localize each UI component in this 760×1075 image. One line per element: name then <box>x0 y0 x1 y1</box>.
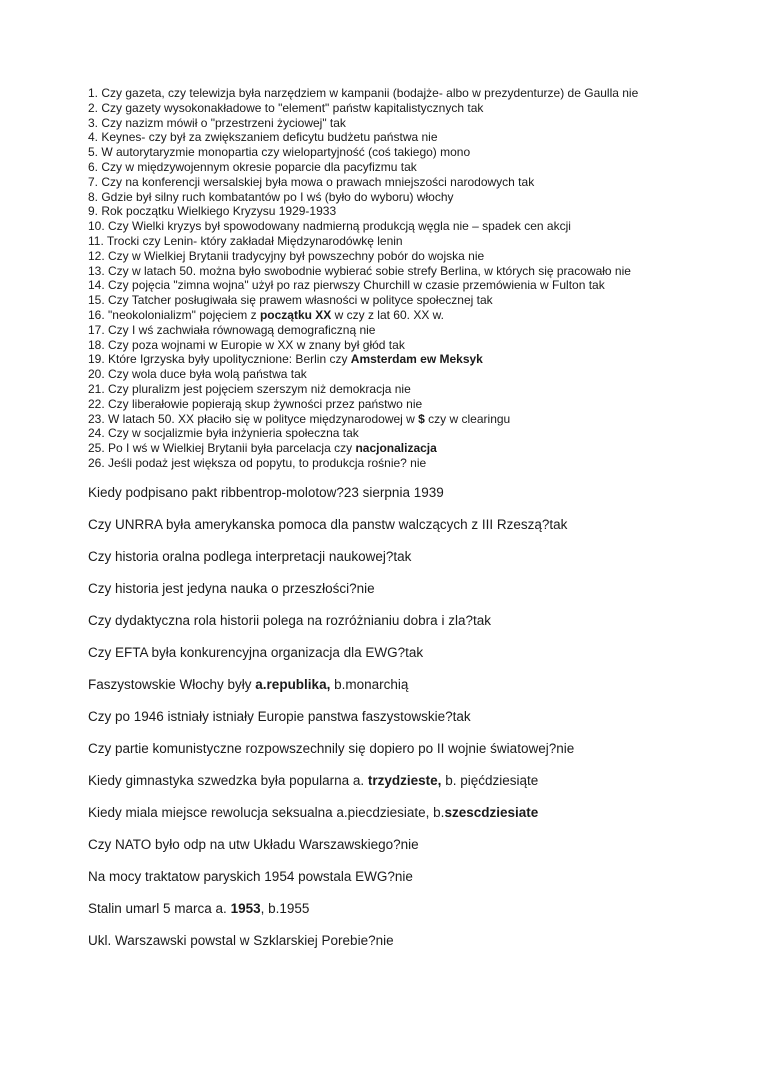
list-item <box>88 145 688 160</box>
text-run: 25. Po I wś w Wielkiej Brytanii była parcelacja czy <box>88 441 356 456</box>
list-item <box>88 116 688 131</box>
list-item <box>88 234 688 249</box>
text-run: 20. Czy wola duce była wolą państwa tak <box>88 367 307 382</box>
text-run: $ <box>418 411 425 426</box>
text-run: 23. W latach 50. XX płaciło się w polityce międzynarodowej w <box>88 411 419 426</box>
text-run: 3. Czy nazizm mówił o "przestrzeni życiowej" tak <box>88 115 346 130</box>
text-run: 21. Czy pluralizm jest pojęciem szerszym niż demokracja nie <box>88 381 411 396</box>
text-run: 1953 <box>230 900 261 916</box>
text-run: Czy historia jest jedyna nauka o przeszłości?nie <box>88 580 375 596</box>
list-item <box>88 426 688 441</box>
list-item <box>88 412 688 427</box>
text-run: trzydzieste, <box>367 772 442 788</box>
paragraph <box>88 547 688 566</box>
paragraph <box>88 803 688 822</box>
text-run: 26. Jeśli podaż jest większa od popytu, to produkcja rośnie? nie <box>88 455 427 470</box>
text-run: b.monarchią <box>330 676 409 692</box>
text-run: 22. Czy liberałowie popierają skup żywności przez państwo nie <box>88 396 423 411</box>
text-run: Czy EFTA była konkurencyjna organizacja dla EWG?tak <box>88 644 424 660</box>
paragraph <box>88 771 688 790</box>
text-run: Amsterdam ew Meksyk <box>350 352 483 367</box>
paragraph <box>88 899 688 918</box>
list-item <box>88 382 688 397</box>
text-run: 8. Gdzie był silny ruch kombatantów po I wś (było do wyboru) włochy <box>88 189 454 204</box>
list-item <box>88 86 688 101</box>
text-run: , b.1955 <box>260 900 310 916</box>
list-item <box>88 338 688 353</box>
list-item <box>88 264 688 279</box>
text-run: początku XX <box>259 307 332 322</box>
text-run: 18. Czy poza wojnami w Europie w XX w znany był głód tak <box>88 337 405 352</box>
list-item <box>88 397 688 412</box>
list-item <box>88 456 688 471</box>
list-item <box>88 204 688 219</box>
text-run: Czy partie komunistyczne rozpowszechnily się dopiero po II wojnie światowej?nie <box>88 740 575 756</box>
text-run: b. pięćdziesiąte <box>441 772 539 788</box>
text-run: 11. Trocki czy Lenin- który zakładał Międzynarodówkę lenin <box>88 233 403 248</box>
text-run: 6. Czy w międzywojennym okresie poparcie dla pacyfizmu tak <box>88 159 417 174</box>
text-run: 13. Czy w latach 50. można było swobodnie wybierać sobie strefy Berlina, w których się pracowało nie <box>88 263 631 278</box>
paragraph <box>88 675 688 694</box>
paragraph-section <box>88 483 688 950</box>
paragraph <box>88 867 688 886</box>
paragraph <box>88 643 688 662</box>
list-item <box>88 367 688 382</box>
text-run: 14. Czy pojęcia "zimna wojna" użył po raz pierwszy Churchill w czasie przemówienia w Fulton tak <box>88 278 605 293</box>
paragraph <box>88 931 688 950</box>
text-run: w czy z lat 60. XX w. <box>331 307 445 322</box>
list-item <box>88 323 688 338</box>
list-item <box>88 441 688 456</box>
paragraph <box>88 515 688 534</box>
text-run: nacjonalizacja <box>355 441 437 456</box>
paragraph <box>88 707 688 726</box>
paragraph <box>88 611 688 630</box>
list-item <box>88 101 688 116</box>
paragraph <box>88 835 688 854</box>
text-run: 7. Czy na konferencji wersalskiej była mowa o prawach mniejszości narodowych tak <box>88 174 535 189</box>
text-run: 16. "neokolonializm" pojęciem z <box>88 307 260 322</box>
text-run: szescdziesiate <box>444 804 539 820</box>
text-run: Kiedy miala miejsce rewolucja seksualna a.piecdziesiate, b. <box>88 804 445 820</box>
list-item <box>88 278 688 293</box>
text-run: 24. Czy w socjalizmie była inżynieria społeczna tak <box>88 426 359 441</box>
text-run: 12. Czy w Wielkiej Brytanii tradycyjny był powszechny pobór do wojska nie <box>88 248 485 263</box>
list-item <box>88 219 688 234</box>
text-run: Kiedy podpisano pakt ribbentrop-molotow?23 sierpnia 1939 <box>88 484 444 500</box>
text-run: Czy po 1946 istniały istniały Europie panstwa faszystowskie?tak <box>88 708 471 724</box>
text-run: Czy historia oralna podlega interpretacji naukowej?tak <box>88 548 412 564</box>
text-run: 9. Rok początku Wielkiego Kryzysu 1929-1933 <box>88 204 337 219</box>
text-run: 1. Czy gazeta, czy telewizja była narzędziem w kampanii (bodajże- albo w prezydenturze) de Gaulla nie <box>88 86 639 100</box>
text-run: 15. Czy Tatcher posługiwała się prawem własności w polityce społecznej tak <box>88 293 493 308</box>
list-item <box>88 352 688 367</box>
text-run: Stalin umarl 5 marca a. <box>88 900 231 916</box>
list-item <box>88 130 688 145</box>
text-run: a.republika, <box>255 676 331 692</box>
text-run: Czy UNRRA była amerykanska pomoca dla panstw walczących z III Rzeszą?tak <box>88 516 568 532</box>
list-item <box>88 175 688 190</box>
list-item <box>88 160 688 175</box>
list-item <box>88 190 688 205</box>
list-item <box>88 249 688 264</box>
question-list <box>88 86 688 471</box>
text-run: Faszystowskie Włochy były <box>88 676 256 692</box>
paragraph <box>88 483 688 502</box>
paragraph <box>88 579 688 598</box>
list-item <box>88 293 688 308</box>
text-run: 17. Czy I wś zachwiała równowagą demograficzną nie <box>88 322 376 337</box>
text-run: Kiedy gimnastyka szwedzka była popularna a. <box>88 772 368 788</box>
text-run: 2. Czy gazety wysokonakładowe to "element" państw kapitalistycznych tak <box>88 100 484 115</box>
text-run: 4. Keynes- czy był za zwiększaniem deficytu budżetu państwa nie <box>88 130 438 145</box>
text-run: Czy dydaktyczna rola historii polega na rozróżnianiu dobra i zla?tak <box>88 612 491 628</box>
text-run: czy w clearingu <box>424 411 511 426</box>
text-run: Na mocy traktatow paryskich 1954 powstala EWG?nie <box>88 868 413 884</box>
text-run: 19. Które Igrzyska były upolitycznione: Berlin czy <box>88 352 351 367</box>
text-run: 5. W autorytaryzmie monopartia czy wielopartyjność (coś takiego) mono <box>88 145 471 160</box>
text-run: 10. Czy Wielki kryzys był spowodowany nadmierną produkcją węgla nie – spadek cen akcji <box>88 219 571 234</box>
text-run: Ukl. Warszawski powstal w Szklarskiej Porebie?nie <box>88 932 394 948</box>
text-run: Czy NATO było odp na utw Układu Warszawskiego?nie <box>88 836 419 852</box>
paragraph <box>88 739 688 758</box>
list-item <box>88 308 688 323</box>
